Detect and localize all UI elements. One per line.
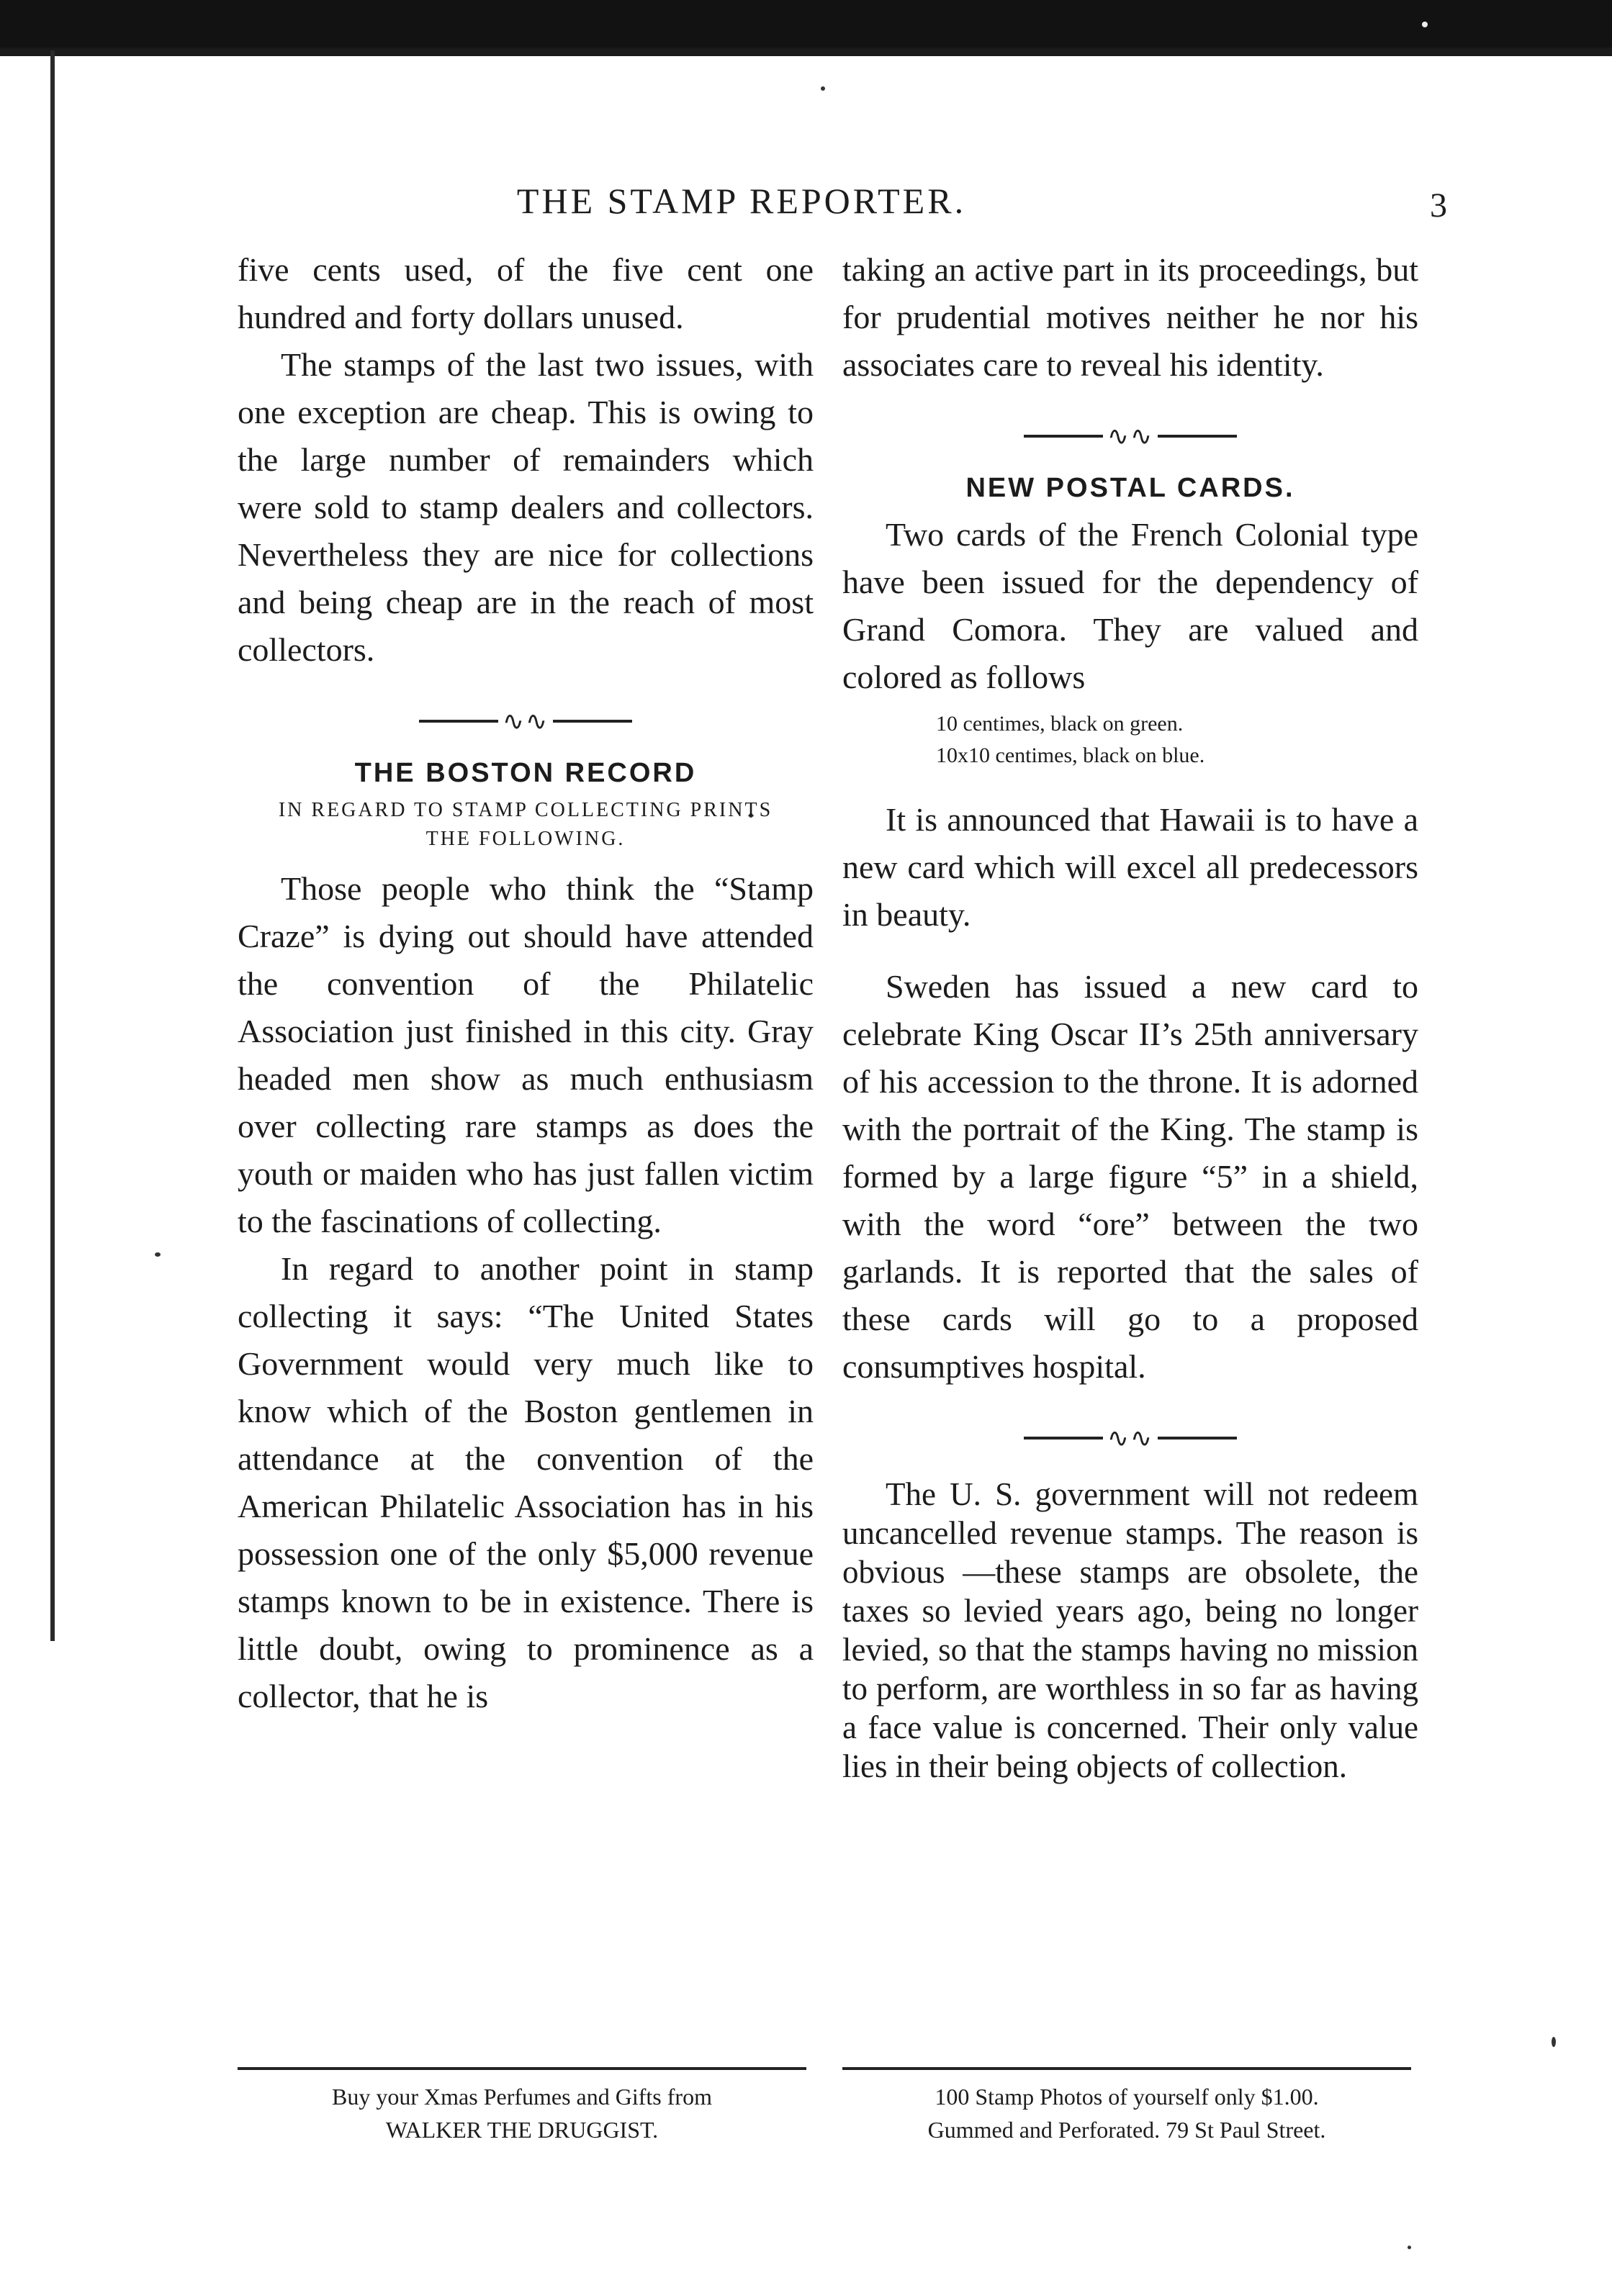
ornament-line — [1024, 435, 1103, 438]
advert-line: WALKER THE DRUGGIST. — [385, 2117, 659, 2143]
subheading-line: IN REGARD TO STAMP COLLECTING PRINTS — [278, 798, 773, 821]
ornament-glyph: ∿∿ — [1107, 421, 1154, 451]
paragraph: Those people who think the “Stamp Craze” is dying out should have attended the convention of the Philatelic Association just finished in this city. Gray headed men show as much enthusiasm over collecting rare stamps as does the youth or maiden who has just fallen victim to the fascinations of collecting. — [238, 869, 814, 1239]
subheading-line: THE FOLLOWING. — [425, 827, 626, 850]
right-column — [842, 246, 1418, 1786]
footer-rule-right — [842, 2067, 1411, 2070]
paragraph: The stamps of the last two issues, with one exception are cheap. This is owing to the large number of remainders which were sold to stamp dealers and collectors. Nevertheless they are nice for collections and being cheap are in the reach of most collectors. — [238, 346, 814, 668]
paragraph: The U. S. government will not redeem uncancelled revenue stamps. The reason is obvious —these stamps are obsolete, the taxes so levied years ago, being no longer levied, so that the stamps having no mission to perform, are worthless in so far as having a face value is concerned. Their only value lies in their being objects of collection. — [842, 1475, 1418, 1784]
advert-line: Gummed and Perforated. 79 St Paul Street. — [927, 2117, 1326, 2143]
ornament-glyph: ∿∿ — [502, 706, 549, 736]
section-ornament — [842, 1418, 1418, 1453]
speck — [155, 1252, 161, 1257]
speck — [821, 86, 825, 91]
section-subheading — [238, 796, 814, 854]
left-column — [238, 246, 814, 1720]
card-list — [842, 708, 1418, 772]
speck — [1422, 22, 1428, 27]
list-item: 10x10 centimes, black on blue. — [936, 743, 1205, 767]
paragraph: In regard to another point in stamp collecting it says: “The United States Government would very much like to know which of the Boston gentlemen in attendance at the convention of the American Philatelic Association has in his possession one of the only $5,000 revenue stamps known to be in existence. There is little doubt, owing to prominence as a collector, that he is — [238, 1249, 814, 1714]
ornament-line — [1158, 435, 1237, 438]
paragraph: Sweden has issued a new card to celebrate King Oscar II’s 25th anniversary of his accession to the throne. It is adorned with the portrait of the King. The stamp is formed by a large figure “5” in a shield, with the word “ore” between the two garlands. It is reported that the sales of these cards will go to a proposed consumptives hospital. — [842, 967, 1418, 1385]
paragraph: Two cards of the French Colonial type have been issued for the dependency of Grand Comora. They are valued and colored as follows — [842, 515, 1418, 695]
section-heading: NEW POSTAL CARDS. — [965, 472, 1295, 503]
paragraph: taking an active part in its proceedings, but for prudential motives neither he nor his associates care to reveal his identity. — [842, 251, 1418, 383]
top-rule — [0, 48, 1612, 56]
paragraph: It is announced that Hawaii is to have a new card which will excel all predecessors in beauty. — [842, 800, 1418, 933]
footer-rule-left — [238, 2067, 806, 2070]
page-number: 3 — [1430, 186, 1447, 225]
ornament-line — [553, 720, 632, 723]
speck — [1408, 2246, 1411, 2249]
paragraph-gap — [842, 939, 1418, 963]
margin-mark — [50, 504, 55, 547]
speck — [1552, 2037, 1556, 2047]
paragraph: five cents used, of the five cent one hundred and forty dollars unused. — [238, 251, 814, 335]
ornament-line — [1158, 1437, 1237, 1439]
ornament-line — [419, 720, 498, 723]
top-border-bar — [0, 0, 1612, 52]
footer-advert-left — [230, 2080, 814, 2146]
ornament-line — [1024, 1437, 1103, 1439]
footer-advert-right — [835, 2080, 1418, 2146]
section-heading: THE BOSTON RECORD — [354, 757, 697, 788]
margin-mark — [50, 569, 55, 597]
advert-line: Buy your Xmas Perfumes and Gifts from — [332, 2084, 712, 2110]
ornament-glyph: ∿∿ — [1107, 1423, 1154, 1452]
page-header — [238, 180, 1447, 238]
section-ornament — [238, 701, 814, 736]
list-item: 10 centimes, black on green. — [936, 711, 1184, 736]
advert-line: 100 Stamp Photos of yourself only $1.00. — [935, 2084, 1319, 2110]
left-margin-rule — [50, 50, 55, 1641]
section-ornament — [842, 416, 1418, 451]
running-title: THE STAMP REPORTER. — [516, 181, 967, 221]
